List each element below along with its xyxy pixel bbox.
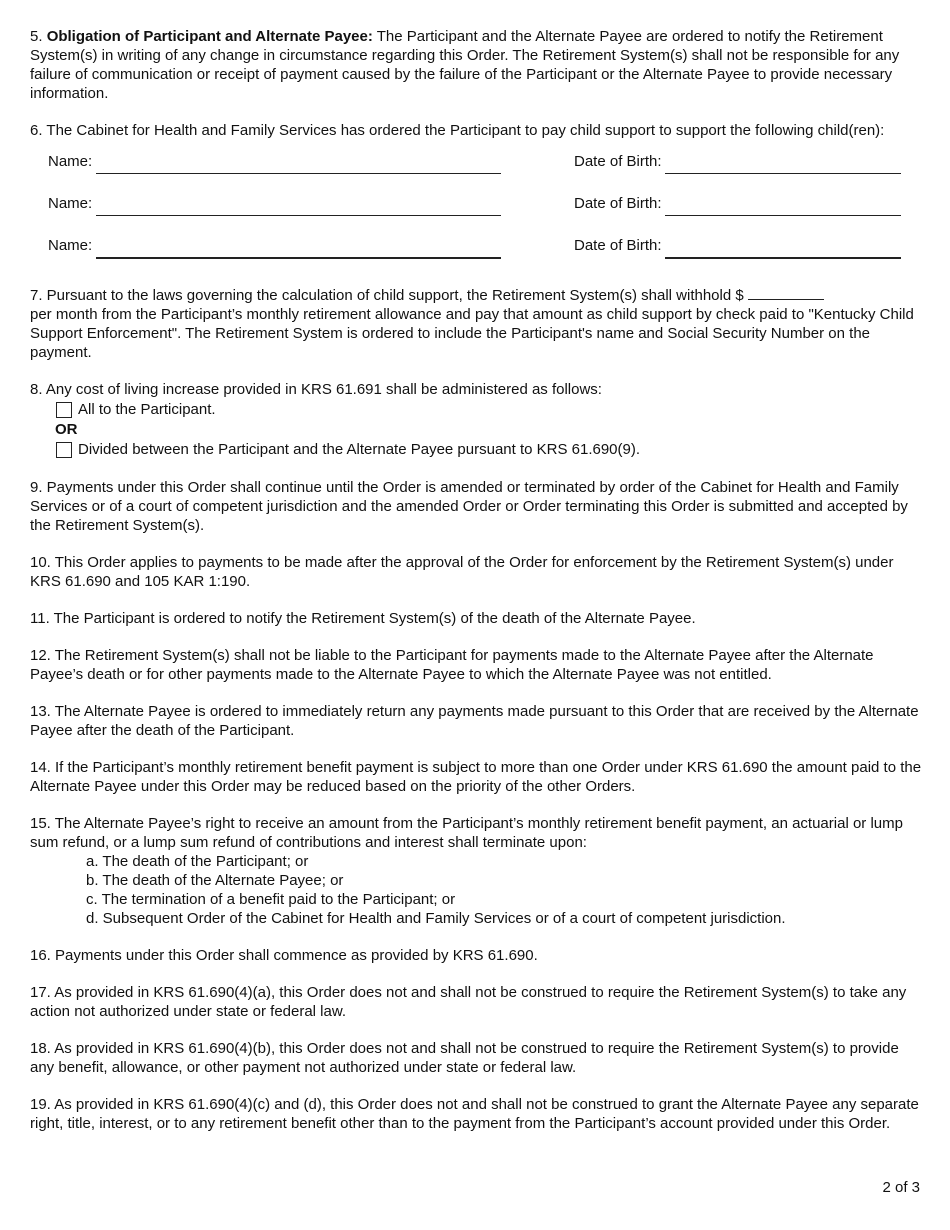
section-5-heading: Obligation of Participant and Alternate Payee: <box>46 28 373 45</box>
option-divided[interactable] <box>56 439 922 460</box>
children-table <box>30 152 922 278</box>
termination-list <box>86 852 922 928</box>
document-page <box>30 27 922 1151</box>
child-dob-label: Date of Birth: <box>574 153 662 170</box>
page-number: 2 of 3 <box>882 1179 920 1196</box>
child-name-field[interactable] <box>96 173 501 174</box>
section-17: 17. As provided in KRS 61.690(4)(a), this Order does not and shall not be construed to require the Retirement System(s) to take any action not authorized under state or federal law. <box>30 984 907 1020</box>
child-row <box>30 152 922 194</box>
option-all-to-participant-label: All to the Participant. <box>78 401 216 418</box>
section-9: 9. Payments under this Order shall continue until the Order is amended or terminated by order of the Cabinet for Health and Family Services or of a court of competent jurisdiction and the amended Order or Order terminating this Order is submitted and accepted by the Retirement System(s). <box>30 479 908 534</box>
section-5-number: 5. <box>30 28 43 45</box>
child-dob-field[interactable] <box>665 215 901 216</box>
section-15-text: 15. The Alternate Payee’s right to receive an amount from the Participant’s monthly retirement benefit payment, an actuarial or lump sum refund, or a lump sum refund of contributions and interest shall terminate upon: <box>30 815 903 851</box>
section-19: 19. As provided in KRS 61.690(4)(c) and (d), this Order does not and shall not be construed to grant the Alternate Payee any separate right, title, interest, or to any retirement benefit other than to the payment from the Participant’s account provided under this Order. <box>30 1096 919 1132</box>
withhold-amount-field[interactable] <box>748 286 824 300</box>
list-item: c. The termination of a benefit paid to the Participant; or <box>86 891 456 908</box>
section-14: 14. If the Participant’s monthly retirement benefit payment is subject to more than one Order under KRS 61.690 the amount paid to the Alternate Payee under this Order may be reduced based on the priority of the other Orders. <box>30 759 922 795</box>
child-name-label: Name: <box>48 195 93 212</box>
child-dob-field[interactable] <box>665 173 901 174</box>
child-dob-field[interactable] <box>665 257 901 259</box>
section-18: 18. As provided in KRS 61.690(4)(b), this Order does not and shall not be construed to require the Retirement System(s) to provide any benefit, allowance, or other payment not authorized under state or federal law. <box>30 1040 899 1076</box>
child-row <box>30 194 922 236</box>
list-item: d. Subsequent Order of the Cabinet for Health and Family Services or of a court of competent jurisdiction. <box>86 910 786 927</box>
checkbox-all-to-participant[interactable] <box>56 402 72 418</box>
section-8 <box>30 380 922 460</box>
section-15 <box>30 814 922 928</box>
list-item: b. The death of the Alternate Payee; or <box>86 872 344 889</box>
child-name-label: Name: <box>48 153 93 170</box>
option-all-to-participant[interactable] <box>56 399 922 420</box>
section-12: 12. The Retirement System(s) shall not be liable to the Participant for payments made to the Alternate Payee after the Alternate Payee’s death or for other payments made to the Alternate Payee to which the Alternate Payee was not entitled. <box>30 647 874 683</box>
child-dob-label: Date of Birth: <box>574 237 662 254</box>
section-13: 13. The Alternate Payee is ordered to immediately return any payments made pursuant to this Order that are received by the Alternate Payee after the death of the Participant. <box>30 703 919 739</box>
section-7 <box>30 286 922 362</box>
or-label: OR <box>55 421 78 438</box>
section-11: 11. The Participant is ordered to notify the Retirement System(s) of the death of the Alternate Payee. <box>30 610 696 627</box>
section-7-text-b: per month from the Participant’s monthly retirement allowance and pay that amount as child support by check paid to "Kentucky Child Support Enforcement". The Retirement System is ordered to include the Participant's name and Social Security Number on the payment. <box>30 306 914 361</box>
option-divided-label: Divided between the Participant and the Alternate Payee pursuant to KRS 61.690(9). <box>78 441 641 458</box>
child-row <box>30 236 922 278</box>
section-16: 16. Payments under this Order shall commence as provided by KRS 61.690. <box>30 947 538 964</box>
checkbox-divided[interactable] <box>56 442 72 458</box>
section-10: 10. This Order applies to payments to be made after the approval of the Order for enforcement by the Retirement System(s) under KRS 61.690 and 105 KAR 1:190. <box>30 554 894 590</box>
list-item: a. The death of the Participant; or <box>86 853 309 870</box>
section-8-text: 8. Any cost of living increase provided in KRS 61.691 shall be administered as follows: <box>30 381 602 398</box>
section-6: 6. The Cabinet for Health and Family Services has ordered the Participant to pay child support to support the following child(ren): <box>30 122 885 139</box>
child-name-field[interactable] <box>96 215 501 216</box>
section-5 <box>30 27 922 103</box>
child-name-field[interactable] <box>96 257 501 259</box>
section-5-text: The Participant and the Alternate Payee are ordered to notify the Retirement System(s) in writing of any change in circumstance regarding this Order. The Retirement System(s) shall not be responsible for any failure of communication or receipt of payment caused by the failure of the Participant or the Alternate Payee to provide necessary information. <box>30 28 900 102</box>
section-7-text-a: 7. Pursuant to the laws governing the calculation of child support, the Retirement System(s) shall withhold $ <box>30 287 744 304</box>
child-dob-label: Date of Birth: <box>574 195 662 212</box>
child-name-label: Name: <box>48 237 93 254</box>
